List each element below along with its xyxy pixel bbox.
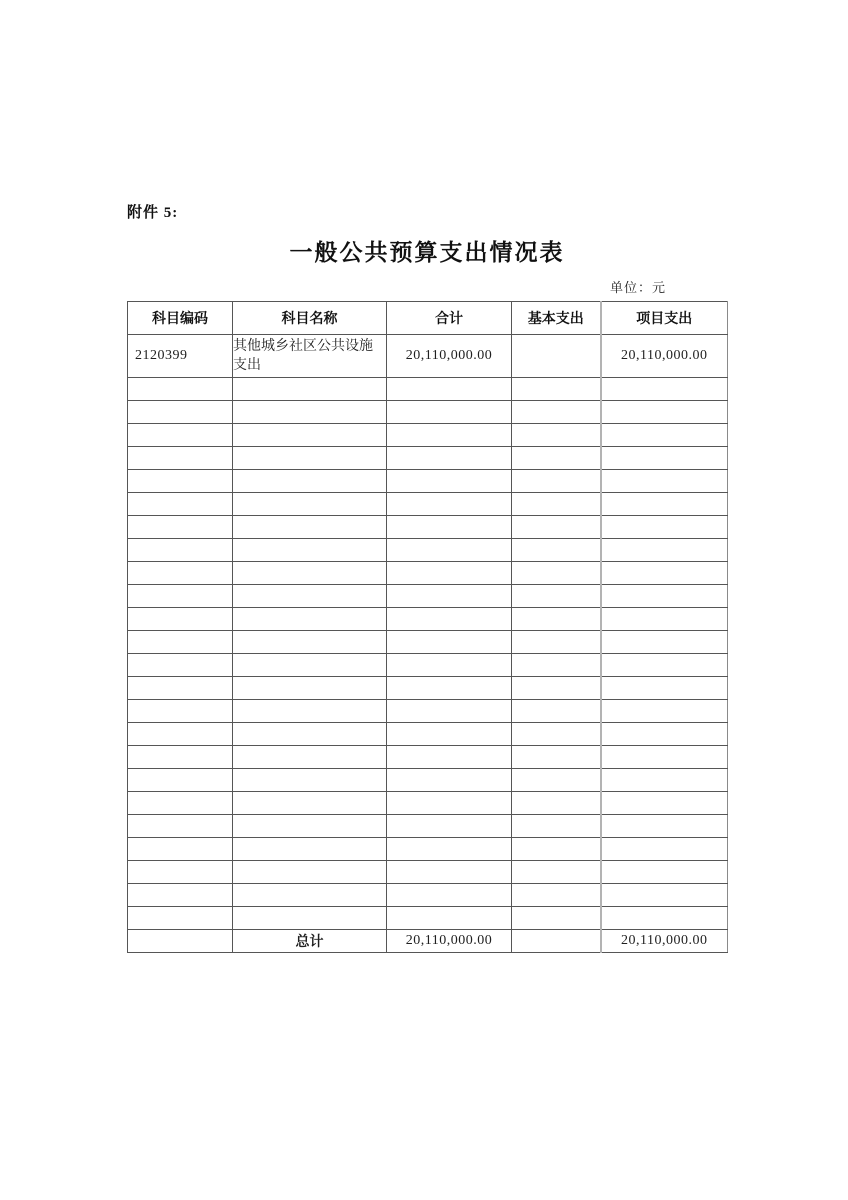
empty-cell [387, 769, 512, 792]
empty-row [128, 378, 728, 401]
cell-subject-code: 2120399 [128, 335, 233, 378]
total-row-label: 总计 [233, 930, 387, 953]
empty-cell [512, 608, 601, 631]
empty-cell [512, 815, 601, 838]
empty-cell [387, 746, 512, 769]
col-header-total: 合计 [387, 302, 512, 335]
empty-cell [512, 700, 601, 723]
empty-cell [601, 516, 728, 539]
empty-row [128, 516, 728, 539]
empty-cell [601, 401, 728, 424]
empty-cell [233, 884, 387, 907]
empty-cell [128, 815, 233, 838]
empty-row [128, 585, 728, 608]
empty-cell [387, 378, 512, 401]
empty-cell [601, 792, 728, 815]
empty-cell [601, 838, 728, 861]
empty-cell [128, 769, 233, 792]
empty-cell [387, 815, 512, 838]
empty-cell [233, 424, 387, 447]
empty-cell [601, 677, 728, 700]
empty-row [128, 631, 728, 654]
empty-cell [128, 723, 233, 746]
empty-cell [233, 447, 387, 470]
empty-row [128, 884, 728, 907]
empty-cell [128, 608, 233, 631]
cell-project-expenditure: 20,110,000.00 [601, 335, 728, 378]
empty-cell [512, 401, 601, 424]
empty-cell [601, 907, 728, 930]
empty-row [128, 654, 728, 677]
total-cell-basic-expenditure [512, 930, 601, 953]
attachment-label: 附件 5: [127, 205, 179, 221]
empty-cell [601, 378, 728, 401]
empty-row [128, 861, 728, 884]
empty-cell [128, 516, 233, 539]
empty-cell [601, 424, 728, 447]
empty-row [128, 838, 728, 861]
empty-row [128, 700, 728, 723]
empty-cell [601, 608, 728, 631]
empty-cell [128, 677, 233, 700]
empty-cell [601, 470, 728, 493]
empty-cell [233, 769, 387, 792]
empty-cell [387, 424, 512, 447]
table-total-row [128, 930, 728, 953]
empty-cell [128, 746, 233, 769]
empty-cell [601, 769, 728, 792]
empty-cell [233, 677, 387, 700]
empty-cell [512, 378, 601, 401]
empty-cell [387, 516, 512, 539]
empty-cell [387, 493, 512, 516]
col-header-subject-code: 科目编码 [128, 302, 233, 335]
empty-cell [387, 677, 512, 700]
table-row [128, 335, 728, 378]
empty-cell [512, 562, 601, 585]
empty-cell [387, 792, 512, 815]
empty-cell [387, 562, 512, 585]
empty-cell [601, 746, 728, 769]
empty-cell [601, 562, 728, 585]
empty-row [128, 608, 728, 631]
empty-cell [512, 585, 601, 608]
empty-cell [512, 907, 601, 930]
empty-row [128, 539, 728, 562]
empty-cell [512, 516, 601, 539]
empty-cell [128, 861, 233, 884]
empty-cell [387, 470, 512, 493]
empty-cell [233, 631, 387, 654]
col-header-basic-expenditure: 基本支出 [512, 302, 601, 335]
empty-row [128, 424, 728, 447]
col-header-project-expenditure: 项目支出 [601, 302, 728, 335]
empty-cell [601, 493, 728, 516]
empty-cell [601, 447, 728, 470]
empty-row [128, 769, 728, 792]
cell-basic-expenditure [512, 335, 601, 378]
empty-row [128, 447, 728, 470]
empty-cell [233, 654, 387, 677]
empty-row [128, 562, 728, 585]
empty-cell [128, 470, 233, 493]
empty-cell [601, 884, 728, 907]
empty-cell [128, 631, 233, 654]
empty-cell [512, 447, 601, 470]
empty-row [128, 907, 728, 930]
empty-cell [128, 493, 233, 516]
empty-cell [512, 838, 601, 861]
empty-cell [512, 884, 601, 907]
empty-cell [512, 424, 601, 447]
empty-cell [601, 723, 728, 746]
empty-row [128, 815, 728, 838]
empty-cell [233, 838, 387, 861]
empty-row [128, 792, 728, 815]
empty-cell [128, 907, 233, 930]
col-header-subject-name: 科目名称 [233, 302, 387, 335]
empty-cell [601, 585, 728, 608]
empty-cell [601, 654, 728, 677]
empty-cell [128, 700, 233, 723]
empty-cell [387, 654, 512, 677]
empty-cell [387, 539, 512, 562]
empty-cell [512, 631, 601, 654]
empty-cell [128, 401, 233, 424]
empty-cell [233, 723, 387, 746]
empty-cell [387, 838, 512, 861]
empty-cell [512, 654, 601, 677]
empty-cell [512, 769, 601, 792]
empty-row [128, 746, 728, 769]
empty-cell [512, 539, 601, 562]
total-cell-subject-code [128, 930, 233, 953]
empty-cell [387, 700, 512, 723]
empty-cell [128, 585, 233, 608]
empty-cell [128, 378, 233, 401]
table-header-row [128, 302, 728, 335]
empty-cell [233, 792, 387, 815]
empty-cell [387, 884, 512, 907]
empty-cell [512, 746, 601, 769]
empty-cell [233, 746, 387, 769]
empty-cell [128, 562, 233, 585]
empty-cell [233, 516, 387, 539]
empty-row [128, 723, 728, 746]
empty-row [128, 470, 728, 493]
empty-row [128, 677, 728, 700]
empty-cell [512, 677, 601, 700]
empty-cell [128, 447, 233, 470]
empty-cell [601, 539, 728, 562]
empty-cell [512, 723, 601, 746]
empty-cell [233, 401, 387, 424]
empty-cell [128, 884, 233, 907]
empty-cell [512, 470, 601, 493]
cell-subject-name: 其他城乡社区公共设施支出 [233, 335, 387, 378]
empty-cell [128, 792, 233, 815]
empty-cell [601, 631, 728, 654]
empty-cell [387, 631, 512, 654]
empty-cell [387, 861, 512, 884]
empty-cell [387, 585, 512, 608]
empty-row [128, 493, 728, 516]
empty-cell [512, 861, 601, 884]
empty-cell [233, 378, 387, 401]
total-cell-project-expenditure: 20,110,000.00 [601, 930, 728, 953]
empty-cell [128, 539, 233, 562]
empty-cell [233, 585, 387, 608]
empty-cell [387, 447, 512, 470]
page-title: 一般公共预算支出情况表 [289, 240, 565, 265]
empty-cell [233, 700, 387, 723]
empty-cell [512, 792, 601, 815]
empty-cell [601, 815, 728, 838]
empty-cell [233, 539, 387, 562]
empty-cell [387, 608, 512, 631]
empty-cell [512, 493, 601, 516]
empty-cell [233, 861, 387, 884]
empty-cell [128, 654, 233, 677]
empty-cell [233, 815, 387, 838]
empty-cell [387, 907, 512, 930]
empty-cell [387, 401, 512, 424]
budget-table [127, 301, 728, 953]
empty-cell [601, 700, 728, 723]
cell-total: 20,110,000.00 [387, 335, 512, 378]
empty-cell [233, 562, 387, 585]
empty-cell [233, 907, 387, 930]
total-cell-total: 20,110,000.00 [387, 930, 512, 953]
empty-row [128, 401, 728, 424]
empty-cell [233, 470, 387, 493]
empty-cell [233, 608, 387, 631]
empty-cell [128, 838, 233, 861]
empty-cell [601, 861, 728, 884]
empty-cell [387, 723, 512, 746]
empty-cell [128, 424, 233, 447]
empty-cell [233, 493, 387, 516]
unit-label: 单位：元 [610, 280, 667, 295]
